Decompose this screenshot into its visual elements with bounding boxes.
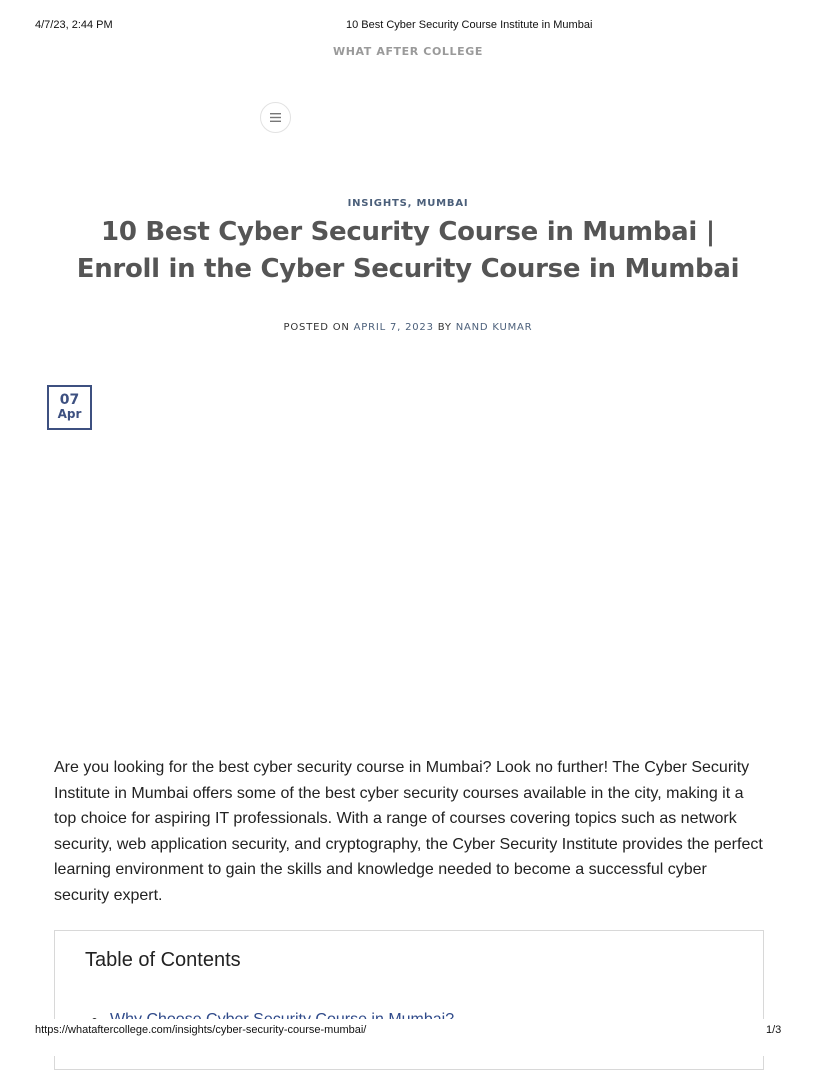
by-label: BY [433,322,456,333]
date-badge [47,385,92,430]
print-datetime: 4/7/23, 2:44 PM [35,19,113,31]
category-separator: , [407,198,417,209]
post-categories [0,198,816,209]
site-title[interactable]: WHAT AFTER COLLEGE [333,45,483,58]
category-link-insights[interactable]: INSIGHTS [347,198,408,209]
menu-icon [270,112,281,123]
print-page-title: 10 Best Cyber Security Course Institute in Mumbai [346,19,593,31]
post-date-link[interactable]: APRIL 7, 2023 [353,322,434,333]
menu-toggle-button[interactable] [260,102,291,133]
category-link-mumbai[interactable]: MUMBAI [416,198,469,209]
posted-on-label: POSTED ON [283,322,354,333]
toc-title: Table of Contents [85,949,241,971]
intro-paragraph: Are you looking for the best cyber security course in Mumbai? Look no further! The Cyber Security Institute in Mumbai offers some of the best cyber security courses available in the city, making it a top choice for aspiring IT professionals. With a range of courses covering topics such as network security, web application security, and cryptography, the Cyber Security Institute provides the perfect learning environment to gain the skills and knowledge needed to become a successful cyber security expert. [54,759,763,904]
date-badge-month: Apr [57,407,82,421]
post-meta [0,322,816,333]
print-page-number: 1/3 [766,1024,782,1036]
author-link[interactable]: NAND KUMAR [455,322,533,333]
post-title: 10 Best Cyber Security Course in Mumbai | Enroll in the Cyber Security Course in Mumbai [76,217,740,284]
print-url: https://whataftercollege.com/insights/cyber-security-course-mumbai/ [35,1024,367,1036]
date-badge-day: 07 [59,392,80,408]
